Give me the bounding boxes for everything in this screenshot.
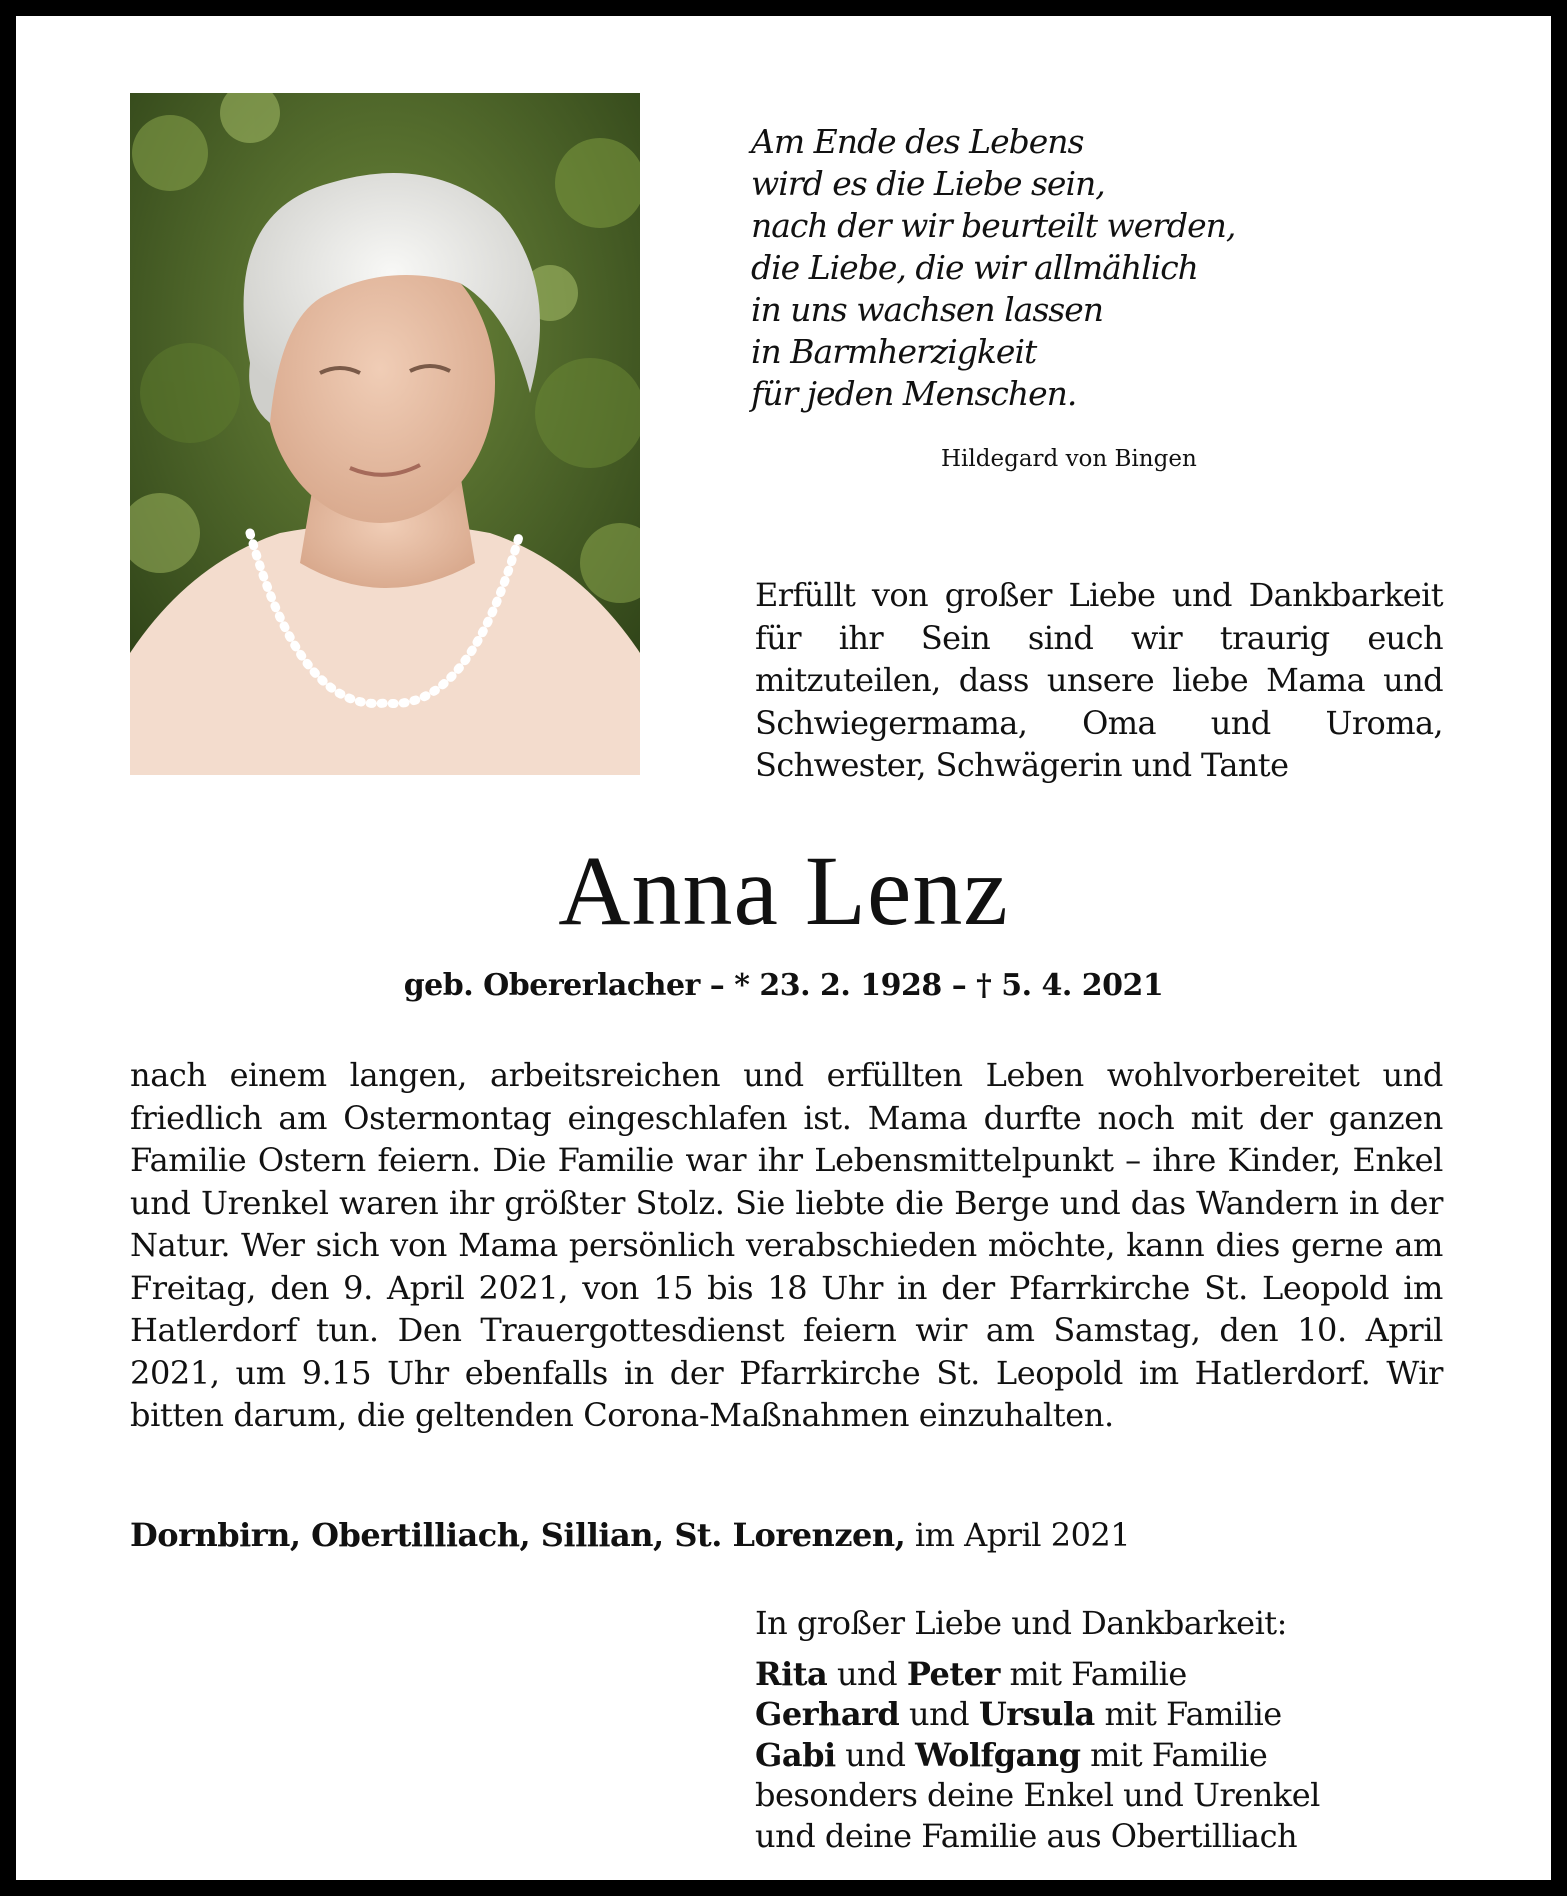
family-name: Ursula: [978, 1695, 1095, 1733]
poem-line: für jeden Menschen.: [751, 374, 1077, 413]
family-name: Wolfgang: [915, 1735, 1081, 1774]
conjunction: und: [835, 1735, 916, 1774]
poem-line: in Barmherzigkeit: [751, 332, 1037, 371]
place-date-line: [130, 1516, 1130, 1554]
poem-author: Hildegard von Bingen: [941, 446, 1197, 472]
body-paragraph: nach einem langen, arbeitsreichen und erfüllten Leben wohlvorbereitet und friedlich am Ostermontag eingeschlafen ist. Mama durfte noch mit der ganzen Familie Ostern feiern. Die Familie war ihr Lebensmittelpunkt – ihre Kinder, Enkel und Urenkel waren ihr größter Stolz. Sie liebte die Berge und das Wandern in der Natur. Wer sich von Mama persönlich verabschieden möchte, kann dies gerne am Freitag, den 9. April 2021, von 15 bis 18 Uhr in der Pfarrkirche St. Leopold im Hatlerdorf tun. Den Trauergottesdienst feiern wir am Samstag, den 10. April 2021, um 9.15 Uhr ebenfalls in der Pfarrkirche St. Leopold im Hatlerdorf. Wir bitten darum, die geltenden Corona-Maßnahmen einzuhalten.: [130, 1056, 1443, 1434]
family-suffix: mit Familie: [1080, 1735, 1268, 1774]
family-name: Rita: [755, 1654, 828, 1693]
poem-line: nach der wir beurteilt werden,: [751, 206, 1236, 245]
extra-line: und deine Familie aus Obertilliach: [755, 1816, 1298, 1855]
family-name: Gabi: [755, 1735, 836, 1774]
conjunction: und: [899, 1695, 979, 1733]
conjunction: und: [827, 1654, 907, 1693]
portrait-photo: [130, 93, 640, 775]
poem-line: wird es die Liebe sein,: [751, 164, 1105, 203]
intro-paragraph: Erfüllt von großer Liebe und Dankbarkeit für ihr Sein sind wir traurig euch mitzuteilen, dass unsere liebe Mama und Schwiegermama, Oma und Uroma, Schwester, Schwägerin und Tante: [755, 576, 1443, 784]
signoff: [755, 1603, 1455, 1856]
family-name: Peter: [906, 1654, 1000, 1693]
family-line: [755, 1694, 1455, 1735]
extra-line: besonders deine Enkel und Urenkel: [755, 1776, 1320, 1814]
poem-line: in uns wachsen lassen: [751, 290, 1103, 329]
family-suffix: mit Familie: [999, 1654, 1187, 1693]
deceased-name: Anna Lenz: [558, 835, 1009, 946]
poem-line: Am Ende des Lebens: [751, 122, 1084, 161]
poem: [751, 121, 1271, 415]
family-line: [755, 1735, 1455, 1776]
family-line: [755, 1654, 1455, 1695]
family-suffix: mit Familie: [1094, 1695, 1282, 1733]
obituary-card: [16, 16, 1551, 1880]
month-year: im April 2021: [905, 1516, 1131, 1554]
birth-death-dates: geb. Obererlacher – * 23. 2. 1928 – † 5. 4. 2021: [403, 968, 1164, 1003]
places: Dornbirn, Obertilliach, Sillian, St. Lorenzen,: [130, 1516, 906, 1554]
signoff-heading: In großer Liebe und Dankbarkeit:: [755, 1604, 1287, 1642]
family-name: Gerhard: [755, 1695, 900, 1733]
poem-line: die Liebe, die wir allmählich: [751, 248, 1198, 287]
